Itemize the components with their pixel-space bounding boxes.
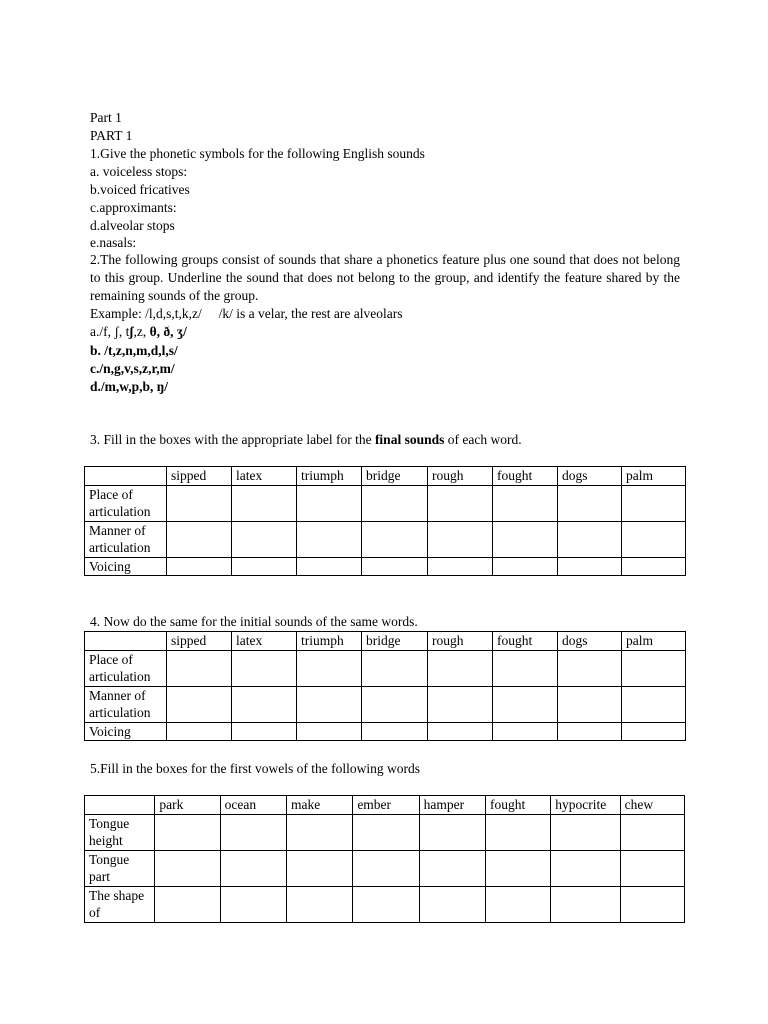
answer-cell[interactable] [167,486,232,522]
q2-item-c: c./n,g,v,s,z,r,m/ [90,361,175,376]
q1-item: c.approximants: [90,200,177,215]
column-header: ocean [220,796,286,815]
column-header: fought [493,467,558,486]
answer-cell[interactable] [622,486,686,522]
answer-cell[interactable] [493,687,558,723]
column-header: bridge [362,632,428,651]
answer-cell[interactable] [493,723,558,741]
answer-cell[interactable] [220,815,286,851]
column-header: rough [428,467,493,486]
column-header: triumph [297,467,362,486]
answer-cell[interactable] [286,851,352,887]
column-header: hypocrite [551,796,620,815]
answer-cell[interactable] [362,558,428,576]
table-row [85,486,686,522]
q5-table [84,795,685,923]
answer-cell[interactable] [493,651,558,687]
table-header-row [85,796,685,815]
answer-cell[interactable] [622,651,686,687]
answer-cell[interactable] [558,522,622,558]
table-corner-cell [85,632,167,651]
q5-prompt: 5.Fill in the boxes for the first vowels of the following words [90,761,420,776]
answer-cell[interactable] [620,851,684,887]
q1-item: d.alveolar stops [90,218,175,233]
answer-cell[interactable] [551,887,620,923]
column-header: bridge [362,467,428,486]
answer-cell[interactable] [558,687,622,723]
answer-cell[interactable] [286,887,352,923]
answer-cell[interactable] [419,887,485,923]
answer-cell[interactable] [428,723,493,741]
answer-cell[interactable] [155,887,220,923]
answer-cell[interactable] [620,887,684,923]
answer-cell[interactable] [362,651,428,687]
column-header: dogs [558,467,622,486]
answer-cell[interactable] [493,558,558,576]
column-header: fought [485,796,550,815]
table-header-row [85,467,686,486]
row-label: Place of articulation [85,486,167,522]
table-row [85,522,686,558]
q2-prompt: 2.The following groups consist of sounds that share a phonetics feature plus one sound that does not belong to this group. Underline the sound that does not belong to the group, and identify the feature shared by the remaining sounds of the group. [90,252,680,303]
answer-cell[interactable] [362,723,428,741]
answer-cell[interactable] [220,851,286,887]
answer-cell[interactable] [167,687,232,723]
answer-cell[interactable] [167,522,232,558]
row-label: Manner of articulation [85,522,167,558]
answer-cell[interactable] [551,851,620,887]
column-header: hamper [419,796,485,815]
answer-cell[interactable] [232,723,297,741]
answer-cell[interactable] [232,486,297,522]
q1-item: e.nasals: [90,235,137,250]
table-row [85,887,685,923]
table-row [85,558,686,576]
answer-cell[interactable] [428,522,493,558]
answer-cell[interactable] [286,815,352,851]
answer-cell[interactable] [558,723,622,741]
answer-cell[interactable] [167,651,232,687]
answer-cell[interactable] [558,651,622,687]
row-label: Manner of articulation [85,687,167,723]
row-label: Tongue part [85,851,155,887]
q2-example: Example: /l,d,s,t,k,z/ /k/ is a velar, the rest are alveolars [90,306,403,321]
answer-cell[interactable] [362,522,428,558]
answer-cell[interactable] [428,687,493,723]
answer-cell[interactable] [485,851,550,887]
q2-item-b: b. /t,z,n,m,d,l,s/ [90,343,178,358]
column-header: fought [493,632,558,651]
q3-prompt-start: 3. Fill in the boxes with the appropriate label for the [90,432,375,447]
answer-cell[interactable] [485,815,550,851]
answer-cell[interactable] [297,723,362,741]
answer-cell[interactable] [297,651,362,687]
q4-table [84,631,686,741]
answer-cell[interactable] [493,522,558,558]
q2-item-a-tsh: ʃ [129,324,134,339]
q3-prompt-bold: final sounds [374,432,445,447]
part-heading-caps: PART 1 [90,128,133,143]
answer-cell[interactable] [622,687,686,723]
column-header: park [155,796,220,815]
answer-cell[interactable] [493,486,558,522]
row-label: Voicing [85,558,167,576]
answer-cell[interactable] [353,887,419,923]
table-corner-cell [85,467,167,486]
answer-cell[interactable] [167,558,232,576]
answer-cell[interactable] [428,558,493,576]
answer-cell[interactable] [155,851,220,887]
column-header: sipped [167,467,232,486]
answer-cell[interactable] [297,522,362,558]
q3-prompt-end: of each word. [444,432,522,447]
table-row [85,651,686,687]
q2-item-a-text: a./f, ʃ, t [90,324,130,339]
q1-prompt: 1.Give the phonetic symbols for the following English sounds [90,146,425,161]
q4-prompt: 4. Now do the same for the initial sounds of the same words. [90,614,418,629]
column-header: ember [353,796,419,815]
q2-item-a-bold: θ, ð, ʒ/ [149,324,187,339]
q2-item-d: d./m,w,p,b, ŋ/ [90,379,169,394]
answer-cell[interactable] [558,558,622,576]
answer-cell[interactable] [428,651,493,687]
answer-cell[interactable] [622,522,686,558]
answer-cell[interactable] [353,815,419,851]
q1-item: b.voiced fricatives [90,182,190,197]
row-label: The shape of [85,887,155,923]
q1-item: a. voiceless stops: [90,164,188,179]
table-row [85,815,685,851]
column-header: palm [622,467,686,486]
answer-cell[interactable] [620,815,684,851]
answer-cell[interactable] [485,887,550,923]
row-label: Tongue height [85,815,155,851]
answer-cell[interactable] [155,815,220,851]
answer-cell[interactable] [362,687,428,723]
answer-cell[interactable] [419,815,485,851]
column-header: dogs [558,632,622,651]
column-header: triumph [297,632,362,651]
column-header: sipped [167,632,232,651]
answer-cell[interactable] [353,851,419,887]
answer-cell[interactable] [297,558,362,576]
answer-cell[interactable] [428,486,493,522]
answer-cell[interactable] [551,815,620,851]
column-header: latex [232,467,297,486]
column-header: chew [620,796,684,815]
q2-item-a-mid: ,z, [133,324,150,339]
answer-cell[interactable] [622,558,686,576]
q3-prompt [90,431,522,448]
row-label: Place of articulation [85,651,167,687]
answer-cell[interactable] [558,486,622,522]
answer-cell[interactable] [419,851,485,887]
answer-cell[interactable] [232,558,297,576]
answer-cell[interactable] [297,687,362,723]
answer-cell[interactable] [622,723,686,741]
column-header: palm [622,632,686,651]
row-label: Voicing [85,723,167,741]
table-row [85,851,685,887]
table-corner-cell [85,796,155,815]
answer-cell[interactable] [232,651,297,687]
table-row [85,687,686,723]
q3-table [84,466,686,576]
column-header: make [286,796,352,815]
column-header: rough [428,632,493,651]
table-header-row [85,632,686,651]
part-heading: Part 1 [90,110,122,125]
answer-cell[interactable] [220,887,286,923]
column-header: latex [232,632,297,651]
answer-cell[interactable] [232,687,297,723]
q2-item-a [90,323,187,340]
answer-cell[interactable] [232,522,297,558]
answer-cell[interactable] [362,486,428,522]
table-row [85,723,686,741]
answer-cell[interactable] [297,486,362,522]
answer-cell[interactable] [167,723,232,741]
